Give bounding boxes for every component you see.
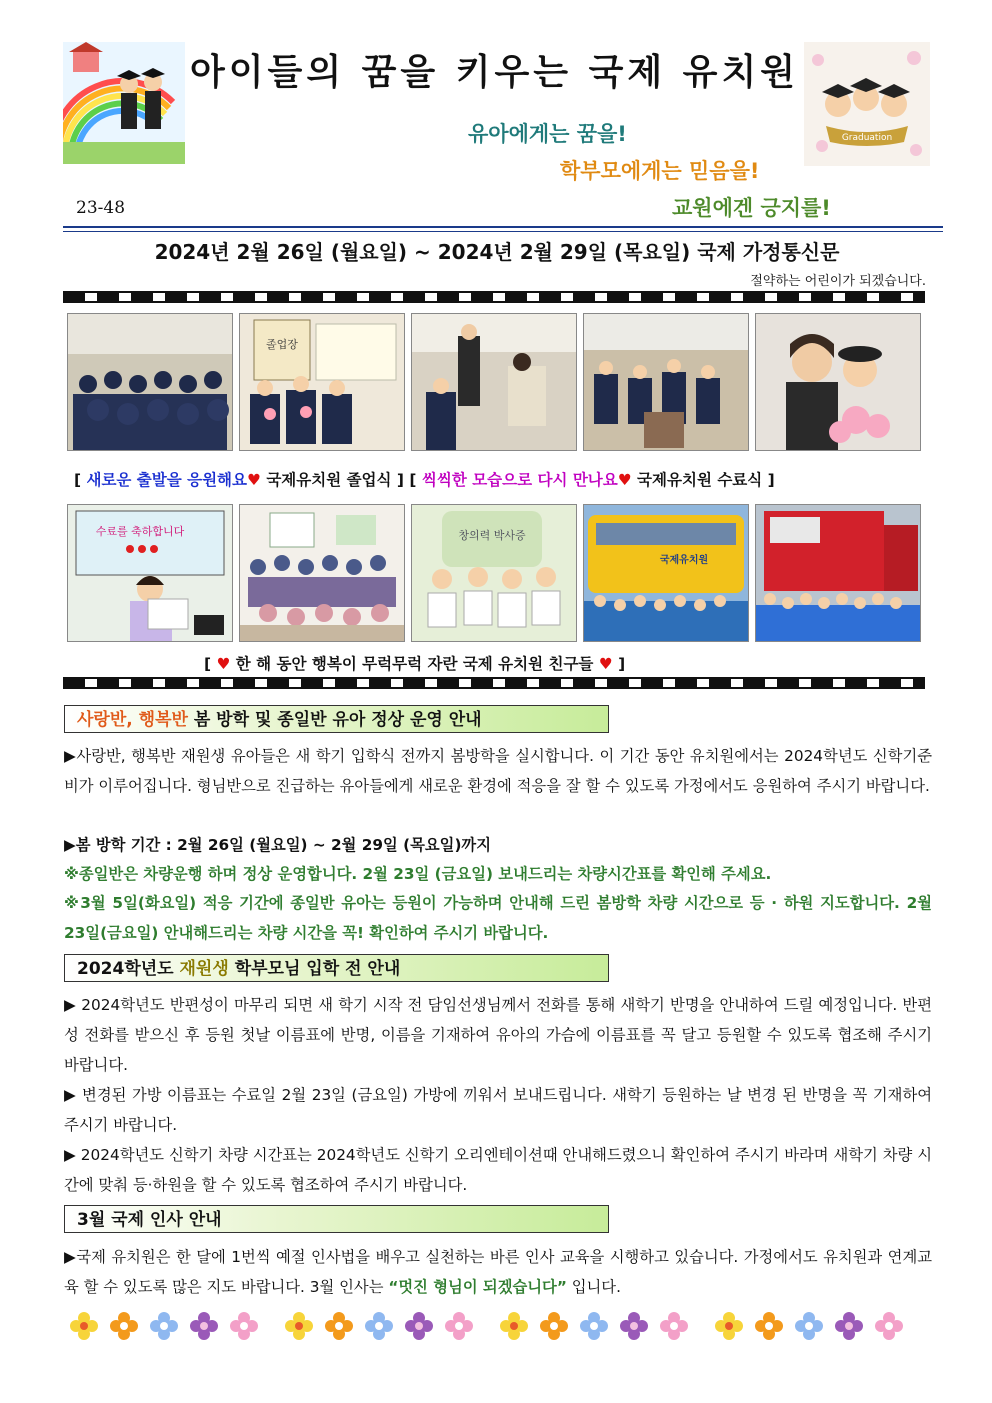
photo-teacher-with-child (755, 313, 921, 451)
adaptation-period-note: ※3월 5일(화요일) 적응 기간에 종일반 유아는 등원이 가능하며 안내해 드린 봄방학 차량 시간으로 등 · 하원 지도합니다. 2월 23일(금요일) 안내해드리는 차량 시간을 꼭! 확인하여 주시기 바랍니다. (64, 894, 932, 942)
slogan-dream: 유아에게는 꿈을! (468, 122, 627, 146)
section-heading-greeting: 3월 국제 인사 안내 (64, 1205, 609, 1233)
issue-number: 23-48 (76, 198, 126, 218)
photo-school-bus (583, 504, 749, 642)
newsletter-dateline: 2024년 2월 26일 (월요일) ~ 2024년 2월 29일 (목요일) 국제 가정통신문 (154, 240, 840, 264)
caption-bracket: [ (409, 471, 422, 489)
photo-completion-child (67, 504, 233, 642)
section-heading-highlight: 재원생 (179, 959, 229, 979)
admission-item-bag-tag: ▶ 변경된 가방 이름표는 수료일 2월 23일 (금요일) 가방에 끼워서 보내드립니다. 새학기 등원하는 날 변경 된 반명을 꼭 기재하여 주시기 바랍니다. (64, 1086, 932, 1134)
page-title: 아이들의 꿈을 키우는 국제 유치원 (190, 52, 799, 93)
heart-icon: ♥ (216, 655, 231, 673)
graduation-badge-text: Graduation (841, 133, 893, 143)
photo-friends-certificates (411, 504, 577, 642)
spring-break-period: ▶봄 방학 기간 : 2월 26일 (월요일) ~ 2월 29일 (목요일)까지 (64, 836, 491, 854)
gallery-2-caption (204, 652, 625, 674)
greeting-quote: “멋진 형님이 되겠습니다” (388, 1278, 567, 1296)
caption-completion-message: 씩씩한 모습으로 다시 만나요 (421, 471, 618, 489)
photo-graduation-certificate-board (239, 313, 405, 451)
greeting-text: ▶국제 유치원은 한 달에 1번씩 예절 인사법을 배우고 실천하는 바른 인사 교육을 시행하고 있습니다. 가정에서도 유치원과 연계교육 할 수 있도록 많은 지도 바랍니다. 3월 인사는 (64, 1248, 932, 1296)
section-heading-spring-break (64, 705, 609, 733)
divider (63, 226, 943, 228)
caption-completion-label: 국제유치원 수료식 ] (631, 471, 775, 489)
screen-text: 수료를 축하합니다 (95, 525, 185, 538)
graduation-kids-illustration (804, 42, 930, 166)
heart-icon: ♥ (617, 471, 632, 489)
rainbow-graduates-illustration (63, 42, 185, 164)
greeting-text-end: 입니다. (566, 1278, 621, 1296)
section-heading-text: 봄 방학 및 종일반 유아 정상 운영 안내 (187, 710, 482, 730)
heart-icon: ♥ (247, 471, 261, 489)
slogan-trust: 학부모에게는 믿음을! (560, 159, 760, 183)
dashed-divider (63, 291, 925, 303)
section-heading-text: 학부모님 입학 전 안내 (228, 959, 401, 979)
board-text: 창의력 박사증 (458, 529, 526, 542)
photo-fire-truck-group (755, 504, 921, 642)
heart-icon: ♥ (598, 655, 613, 673)
photo-graduation-hall (67, 313, 233, 451)
photo-certificate-handover (411, 313, 577, 451)
caption-bracket: [ (74, 471, 87, 489)
flower-border-icon (66, 1308, 926, 1344)
caption-bracket: ] (612, 655, 626, 673)
photo-class-group (239, 504, 405, 642)
section-heading-highlight: 사랑반, 행복반 (77, 710, 188, 730)
motto: 절약하는 어린이가 되겠습니다. (750, 274, 926, 289)
slogan-pride: 교원에겐 긍지를! (672, 196, 831, 220)
admission-item-bus-schedule: ▶ 2024학년도 신학기 차량 시간표는 2024학년도 신학기 오리엔테이션때 안내해드렸으니 확인하여 주시기 바라며 새학기 차량 시간에 맞춰 등·하원을 할 수 있도록 협조하여 주시기 바랍니다. (64, 1146, 932, 1194)
bus-text: 국제유치원 (659, 555, 709, 566)
spring-break-paragraph: ▶사랑반, 행복반 재원생 유아들은 새 학기 입학식 전까지 봄방학을 실시합니다. 이 기간 동안 유치원에서는 2024학년도 신학기준비가 이루어집니다. 형님반으로 진급하는 유아들에게 새로운 환경에 적응을 잘 할 수 있도록 가정에서도 응원하여 주시기 바랍니다. (64, 747, 932, 795)
greeting-paragraph (64, 1242, 932, 1302)
admission-item-class-assignment: ▶ 2024학년도 반편성이 마무리 되면 새 학기 시작 전 담임선생님께서 전화를 통해 새학기 반명을 안내하여 드릴 예정입니다. 반편성 전화를 받으신 후 등원 첫날 이름표에 반명, 이름을 기재하여 유아의 가슴에 이름표를 꼭 달고 등원할 수 있도록 협조해 주시기 바랍니다. (64, 996, 932, 1074)
caption-graduation-label: 국제유치원 졸업식 ] (260, 471, 404, 489)
dashed-divider (63, 677, 925, 689)
section-heading-admission (64, 954, 609, 982)
divider (63, 231, 943, 232)
gallery-1-caption (74, 468, 775, 490)
board-text: 졸업장 (266, 338, 298, 351)
caption-graduation-message: 새로운 출발을 응원해요 (86, 471, 248, 489)
caption-bracket: [ (204, 655, 217, 673)
photo-graduates-line (583, 313, 749, 451)
caption-friends: 한 해 동안 행복이 무럭무럭 자란 국제 유치원 친구들 (230, 655, 599, 673)
section-heading-text: 2024학년도 (77, 959, 180, 979)
all-day-class-note: ※종일반은 차량운행 하며 정상 운영합니다. 2월 23일 (금요일) 보내드리는 차량시간표를 확인해 주세요. (64, 865, 772, 883)
